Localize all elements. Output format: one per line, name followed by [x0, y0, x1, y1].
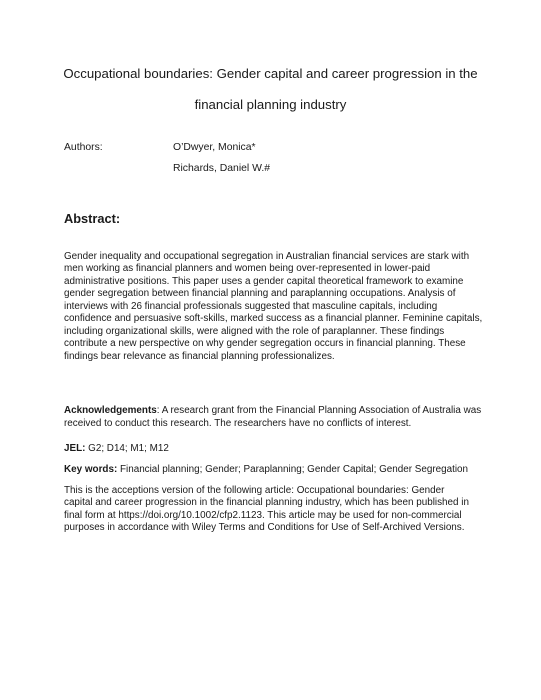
authors-label: Authors:: [64, 142, 103, 153]
abstract-body: Gender inequality and occupational segregation in Australian financial services are stark with men working as financial planners and women being over-represented in lower-paid administrative positions. This paper uses a gender capital theoretical framework to examine gender segregation between financial planning and paraplanning occupations. Analysis of interviews with 26 financial professionals suggested that masculine capitals, including confidence and persuasive soft-skills, marked success as a financial planner. Feminine capitals, including organizational skills, were aligned with the role of paraplanner. These findings contribute a new perspective on why gender segregation occurs in financial planning. These findings bear relevance as financial planning professionalizes.: [64, 251, 483, 362]
jel-label: JEL:: [64, 443, 86, 454]
abstract-heading: Abstract:: [64, 211, 121, 226]
acknowledgements-text: : A research grant from the Financial Planning Association of Australia was received to conduct this research. The researchers have no conflicts of interest.: [64, 405, 482, 429]
keywords: [64, 464, 468, 475]
acknowledgements: [64, 404, 484, 430]
acknowledgements-label: Acknowledgements: [64, 405, 157, 416]
keywords-text: Financial planning; Gender; Paraplanning; Gender Capital; Gender Segregation: [117, 464, 469, 475]
jel-values: G2; D14; M1; M12: [85, 443, 169, 454]
version-note: This is the acceptions version of the following article: Occupational boundaries: Gender capital and career progression in the financial planning industry, which has been published in final form at https://doi.org/10.1002/cfp2.1123. This article may be used for non-commercial purposes in accordance with Wiley Terms and Conditions for Use of Self-Archived Versions.: [64, 485, 469, 534]
paper-title-line-2: financial planning industry: [194, 97, 347, 112]
author-2: Richards, Daniel W.#: [173, 163, 271, 174]
jel-codes: [64, 443, 169, 454]
paper-title-line-1: Occupational boundaries: Gender capital and career progression in the: [63, 66, 478, 81]
author-1: O’Dwyer, Monica*: [173, 142, 256, 153]
keywords-label: Key words:: [64, 464, 118, 475]
